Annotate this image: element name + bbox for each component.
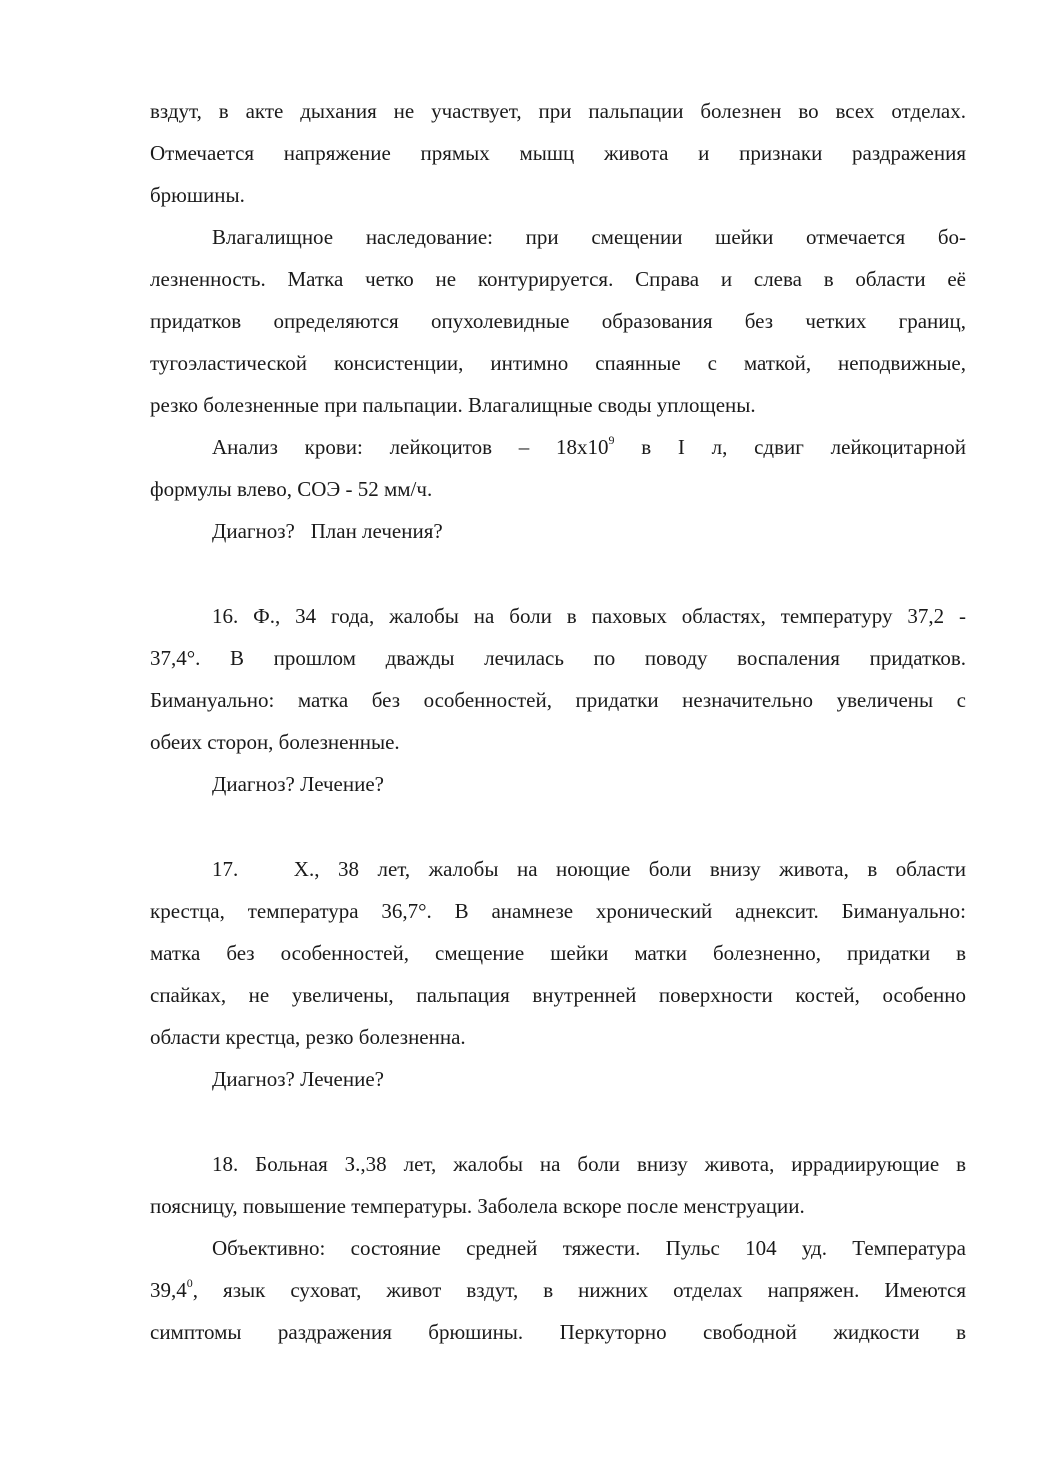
paragraph-gap xyxy=(150,552,966,595)
question-line: Диагноз? План лечения? xyxy=(212,519,443,543)
text-line: обеих сторон, болезненные. xyxy=(150,730,400,754)
superscript: 0 xyxy=(186,1276,193,1290)
text-line: Отмечается напряжение прямых мышц живота и признаки раздражения xyxy=(150,141,966,165)
text-line: матка без особенностей, смещение шейки матки болезненно, придатки в xyxy=(150,941,966,965)
text-line: поясницу, повышение температуры. Заболела вскоре после менструации. xyxy=(150,1194,805,1218)
case-16-heading: 16. Ф., 34 года, жалобы на боли в паховых областях, температуру 37,2 - xyxy=(212,604,966,628)
document-page xyxy=(150,90,966,1353)
text-span: Анализ крови: лейкоцитов – 18x10 xyxy=(212,435,609,459)
text-line: придатков определяются опухолевидные образования без четких границ, xyxy=(150,309,966,333)
text-span: 39,4 xyxy=(150,1278,187,1302)
text-line: вздут, в акте дыхания не участвует, при пальпации болезнен во всех отделах. xyxy=(150,99,966,123)
text-span: , язык суховат, живот вздут, в нижних отделах напряжен. Имеются xyxy=(192,1278,966,1302)
paragraph-gap xyxy=(150,805,966,848)
question-line: Диагноз? Лечение? xyxy=(212,772,384,796)
text-line: брюшины. xyxy=(150,183,245,207)
paragraph-gap xyxy=(150,1100,966,1143)
text-line: симптомы раздражения брюшины. Перкуторно свободной жидкости в xyxy=(150,1320,966,1344)
text-line: Бимануально: матка без особенностей, придатки незначительно увеличены с xyxy=(150,688,966,712)
text-line: 37,4°. В прошлом дважды лечилась по поводу воспаления придатков. xyxy=(150,646,966,670)
text-line: тугоэластической консистенции, интимно спаянные с маткой, неподвижные, xyxy=(150,351,966,375)
superscript: 9 xyxy=(608,433,615,447)
text-line: лезненность. Матка четко не контурируется. Справа и слева в области её xyxy=(150,267,966,291)
case-17-heading: 17. Х., 38 лет, жалобы на ноющие боли внизу живота, в области xyxy=(212,857,966,881)
question-line: Диагноз? Лечение? xyxy=(212,1067,384,1091)
text-line: области крестца, резко болезненна. xyxy=(150,1025,466,1049)
text-line: резко болезненные при пальпации. Влагалищные своды уплощены. xyxy=(150,393,756,417)
blood-analysis-line xyxy=(150,426,966,468)
text-line: крестца, температура 36,7°. В анамнезе хронический аднексит. Бимануально: xyxy=(150,899,966,923)
text-line: Влагалищное наследование: при смещении шейки отмечается бо- xyxy=(212,225,966,249)
text-line: Объективно: состояние средней тяжести. Пульс 104 уд. Температура xyxy=(212,1236,966,1260)
text-line: формулы влево, СОЭ - 52 мм/ч. xyxy=(150,477,433,501)
text-line: спайках, не увеличены, пальпация внутренней поверхности костей, особенно xyxy=(150,983,966,1007)
case-18-heading: 18. Больная З.,38 лет, жалобы на боли внизу живота, иррадиирующие в xyxy=(212,1152,966,1176)
text-span: в I л, сдвиг лейкоцитарной xyxy=(614,435,966,459)
temperature-line xyxy=(150,1269,966,1311)
